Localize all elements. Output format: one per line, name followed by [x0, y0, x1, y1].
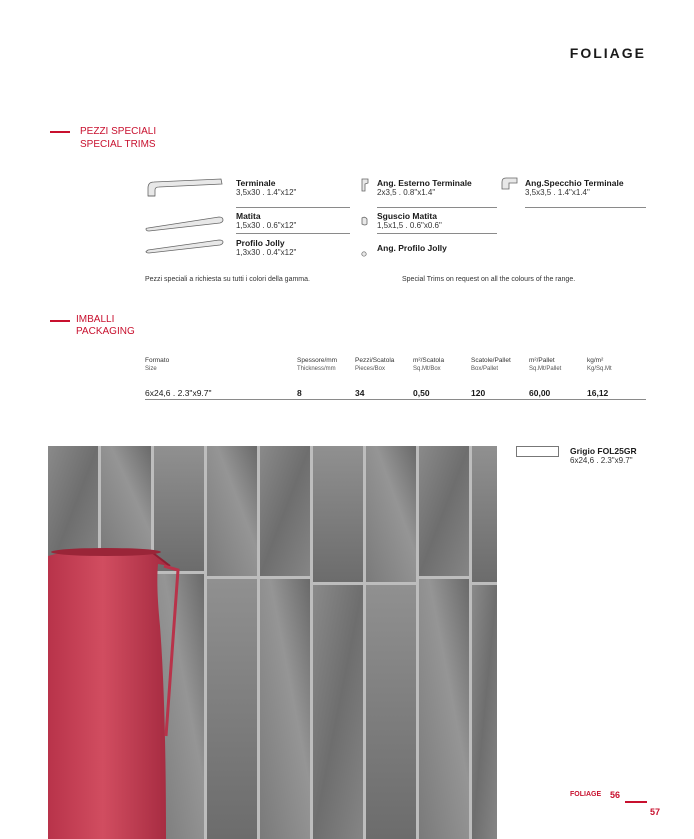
- table-cell: 6x24,6 . 2.3"x9.7": [145, 388, 212, 398]
- trim-size: 2x3,5 . 0.8"x1.4": [377, 188, 436, 197]
- table-header-box-pallet: [471, 357, 511, 373]
- divider: [236, 207, 350, 208]
- trim-name: Terminale: [236, 178, 276, 188]
- table-cell: 0,50: [413, 388, 430, 398]
- header-label: Pezzi/Scatola: [355, 357, 395, 364]
- table-header-sqmt-box: [413, 357, 444, 373]
- packaging-title-en: PACKAGING: [76, 326, 135, 337]
- special-trims-title-it: PEZZI SPECIALI: [80, 126, 157, 137]
- page-number-right: 57: [650, 807, 661, 817]
- divider: [525, 207, 646, 208]
- ang-esterno-terminale-icon: [359, 177, 371, 198]
- header-sublabel: Thickness/mm: [297, 366, 336, 372]
- header-label: Spessore/mm: [297, 357, 338, 364]
- page-number-left: 56: [610, 790, 621, 800]
- brand-title: FOLIAGE: [569, 45, 646, 61]
- header-label: m²/Scatola: [413, 357, 445, 364]
- product-photo: [48, 446, 497, 839]
- ang-profilo-jolly-icon: [360, 245, 368, 263]
- terminale-trim-icon: [145, 176, 225, 205]
- table-cell: 120: [471, 388, 486, 398]
- trim-name: Sguscio Matita: [377, 211, 437, 221]
- trims-note-it: Pezzi speciali a richiesta su tutti i colori della gamma.: [145, 276, 310, 283]
- trim-name: Ang.Specchio Terminale: [525, 178, 624, 188]
- product-size: 6x24,6 . 2.3"x9.7": [570, 456, 633, 465]
- section-accent-line: [50, 131, 70, 133]
- divider: [377, 207, 497, 208]
- trim-name: Ang. Profilo Jolly: [377, 243, 447, 253]
- header-sublabel: Box/Pallet: [471, 366, 499, 372]
- table-cell: 60,00: [529, 388, 551, 398]
- trim-name: Matita: [236, 211, 261, 221]
- trim-name: Profilo Jolly: [236, 238, 285, 248]
- trim-size: 3,5x30 . 1.4"x12": [236, 188, 297, 197]
- trims-note-en: Special Trims on request on all the colours of the range.: [402, 276, 576, 283]
- trim-size: 1,5x1,5 . 0.6"x0.6": [377, 221, 442, 230]
- header-label: Formato: [145, 357, 170, 364]
- table-header-size: [145, 357, 169, 373]
- divider: [377, 233, 497, 234]
- footer-accent-line: [625, 801, 647, 803]
- table-cell: 16,12: [587, 388, 609, 398]
- section-accent-line: [50, 320, 70, 322]
- table-divider: [145, 399, 646, 400]
- trim-size: 3,5x3,5 . 1.4"x1.4": [525, 188, 590, 197]
- table-header-kg-sqmt: [587, 357, 612, 373]
- table-cell: 8: [297, 388, 302, 398]
- divider: [236, 233, 350, 234]
- table-header-pieces: [355, 357, 394, 373]
- trim-size: 1,5x30 . 0.6"x12": [236, 221, 297, 230]
- special-trims-title-en: SPECIAL TRIMS: [80, 139, 156, 150]
- header-sublabel: Sq.Mt/Pallet: [529, 366, 562, 372]
- header-label: Scatole/Pallet: [471, 357, 511, 364]
- header-sublabel: Kg/Sq.Mt: [587, 366, 612, 372]
- header-label: kg/m²: [587, 357, 604, 364]
- packaging-title-it: IMBALLI: [76, 314, 115, 325]
- profilo-jolly-trim-icon: [145, 236, 225, 261]
- trim-name: Ang. Esterno Terminale: [377, 178, 472, 188]
- matita-trim-icon: [145, 213, 225, 238]
- sguscio-matita-icon: [360, 214, 370, 232]
- trim-size: 1,3x30 . 0.4"x12": [236, 248, 297, 257]
- product-name: Grigio FOL25GR: [570, 446, 637, 456]
- table-cell: 34: [355, 388, 365, 398]
- footer-brand: FOLIAGE: [570, 791, 602, 798]
- header-sublabel: Size: [145, 366, 157, 372]
- color-swatch: [516, 446, 559, 457]
- header-sublabel: Sq.Mt/Box: [413, 366, 441, 372]
- header-label: m²/Pallet: [529, 357, 555, 364]
- table-header-thickness: [297, 357, 337, 373]
- table-header-sqmt-pallet: [529, 357, 561, 373]
- header-sublabel: Pieces/Box: [355, 366, 386, 372]
- ang-specchio-terminale-icon: [500, 175, 520, 198]
